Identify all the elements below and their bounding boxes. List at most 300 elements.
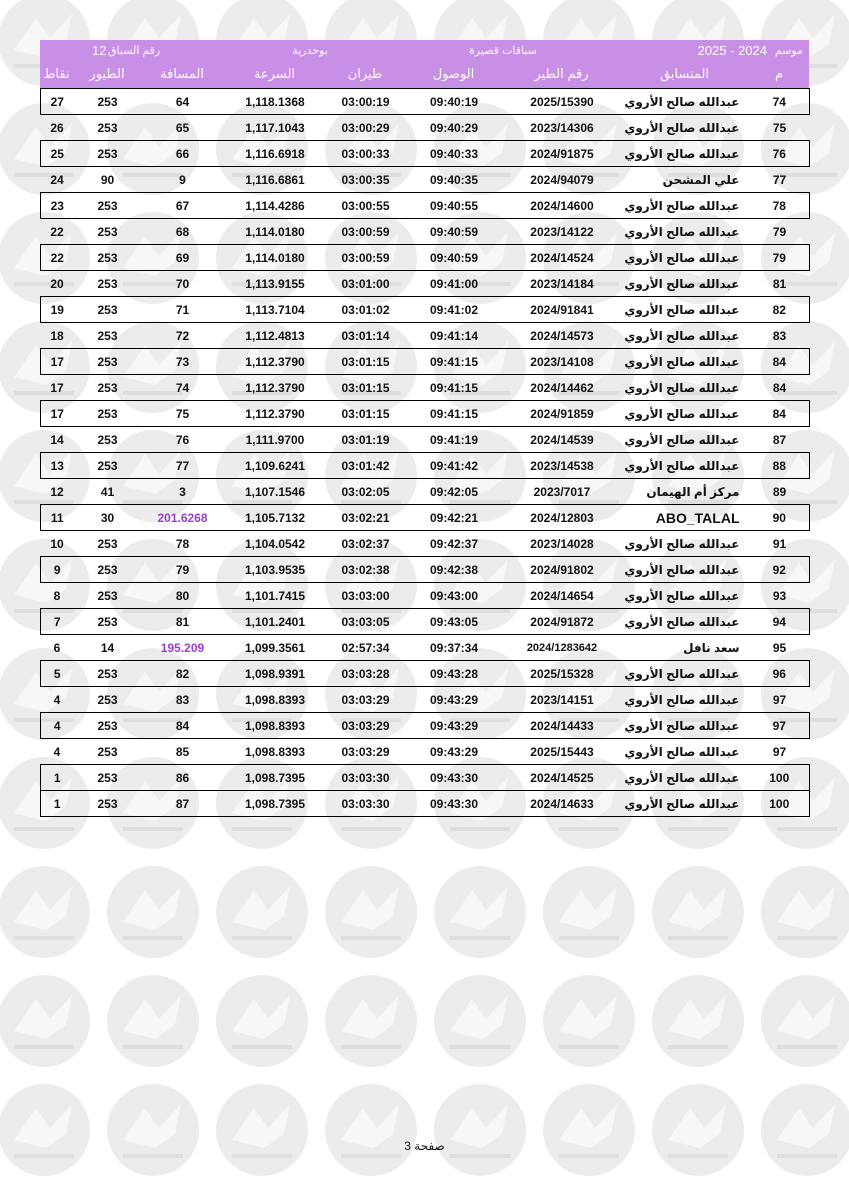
speed-cell: 1,112.3790 bbox=[224, 401, 327, 427]
distance-cell: 86 bbox=[142, 765, 224, 791]
rank-cell: 88 bbox=[750, 453, 810, 479]
competitor-name-cell: عبدالله صالح الأروي bbox=[624, 328, 740, 343]
birds-cell: 253 bbox=[97, 692, 118, 707]
arrival-time-cell: 09:43:29 bbox=[429, 744, 479, 759]
rank-cell: 96 bbox=[750, 661, 810, 687]
birds-cell: 253 bbox=[97, 224, 118, 239]
speed-cell: 1,099.3561 bbox=[244, 640, 306, 655]
table-row bbox=[41, 89, 810, 115]
rank-cell: 97 bbox=[772, 692, 787, 707]
birds-cell: 253 bbox=[97, 432, 118, 447]
distance-cell: 65 bbox=[175, 120, 190, 135]
watermark-logo-icon bbox=[216, 1084, 308, 1176]
distance-cell: 71 bbox=[142, 297, 224, 323]
ring-number-cell: 2024/91875 bbox=[504, 141, 621, 167]
points-cell: 11 bbox=[41, 505, 74, 531]
arrival-time-cell: 09:43:29 bbox=[405, 713, 504, 739]
arrival-time-cell: 09:43:30 bbox=[405, 791, 504, 817]
arrival-time-cell: 09:40:19 bbox=[405, 89, 504, 115]
birds-cell: 253 bbox=[74, 349, 142, 375]
ring-number-cell: 2025/15328 bbox=[504, 661, 621, 687]
table-row bbox=[41, 453, 810, 479]
speed-cell: 1,098.8393 bbox=[224, 713, 327, 739]
ring-number-cell: 2023/14151 bbox=[530, 692, 594, 707]
speed-cell: 1,103.9535 bbox=[224, 557, 327, 583]
distance-cell: 80 bbox=[175, 588, 190, 603]
arrival-time-cell: 09:41:15 bbox=[405, 349, 504, 375]
rank-cell: 92 bbox=[750, 557, 810, 583]
watermark-logo-icon bbox=[107, 975, 199, 1067]
arrival-time-cell: 09:40:35 bbox=[429, 172, 479, 187]
watermark-logo-icon bbox=[0, 1084, 90, 1176]
flight-time-cell: 03:03:05 bbox=[327, 609, 405, 635]
ring-number-cell: 2023/14184 bbox=[530, 276, 594, 291]
birds-cell: 253 bbox=[97, 744, 118, 759]
rank-cell: 100 bbox=[750, 765, 810, 791]
ring-number-cell: 2024/14539 bbox=[530, 432, 594, 447]
ring-number-cell: 2023/14306 bbox=[530, 120, 594, 135]
birds-cell: 253 bbox=[97, 536, 118, 551]
watermark-logo-icon bbox=[761, 1084, 849, 1176]
table-row bbox=[41, 739, 810, 765]
points-cell: 5 bbox=[41, 661, 74, 687]
points-cell: 19 bbox=[41, 297, 74, 323]
points-cell: 27 bbox=[41, 89, 74, 115]
race-number-value: 12 bbox=[92, 43, 107, 58]
watermark-logo-icon bbox=[434, 975, 526, 1067]
flight-time-cell: 03:01:15 bbox=[341, 380, 390, 395]
birds-cell: 253 bbox=[74, 453, 142, 479]
table-row bbox=[41, 635, 810, 661]
birds-cell: 253 bbox=[74, 141, 142, 167]
birds-cell: 90 bbox=[100, 172, 115, 187]
competitor-name-cell: ABO_TALAL bbox=[621, 505, 750, 531]
table-row bbox=[41, 271, 810, 297]
flight-time-cell: 03:00:33 bbox=[327, 141, 405, 167]
distance-cell: 84 bbox=[142, 713, 224, 739]
birds-cell: 253 bbox=[74, 661, 142, 687]
ring-number-cell: 2025/15390 bbox=[504, 89, 621, 115]
watermark-logo-icon bbox=[434, 1084, 526, 1176]
arrival-time-cell: 09:41:02 bbox=[405, 297, 504, 323]
points-cell: 20 bbox=[50, 276, 64, 291]
distance-cell: 195.209 bbox=[160, 640, 205, 655]
ring-number-cell: 2024/14524 bbox=[504, 245, 621, 271]
ring-number-cell: 2025/15443 bbox=[530, 744, 594, 759]
speed-cell: 1,107.1546 bbox=[244, 484, 306, 499]
speed-cell: 1,098.7395 bbox=[224, 791, 327, 817]
table-row bbox=[41, 323, 810, 349]
table-row bbox=[41, 115, 810, 141]
race-location: بوحدرية bbox=[292, 45, 328, 57]
arrival-time-cell: 09:40:55 bbox=[405, 193, 504, 219]
rank-cell: 82 bbox=[750, 297, 810, 323]
speed-cell: 1,098.9391 bbox=[224, 661, 327, 687]
arrival-time-cell: 09:41:15 bbox=[429, 380, 479, 395]
speed-cell: 1,114.0180 bbox=[224, 245, 327, 271]
birds-cell: 253 bbox=[97, 120, 118, 135]
rank-cell: 77 bbox=[772, 172, 787, 187]
distance-cell: 9 bbox=[179, 172, 186, 187]
birds-cell: 253 bbox=[74, 245, 142, 271]
rank-cell: 78 bbox=[750, 193, 810, 219]
rank-cell: 87 bbox=[772, 432, 787, 447]
speed-header: السرعة bbox=[253, 66, 296, 81]
arrival-time-cell: 09:43:30 bbox=[405, 765, 504, 791]
arrival-time-cell: 09:41:15 bbox=[405, 401, 504, 427]
birds-cell: 253 bbox=[74, 713, 142, 739]
distance-cell: 73 bbox=[142, 349, 224, 375]
race-type: سباقات قصيرة bbox=[469, 45, 537, 57]
table-row bbox=[41, 583, 810, 609]
speed-cell: 1,113.9155 bbox=[245, 276, 305, 291]
points-cell: 17 bbox=[41, 349, 74, 375]
arrival-time-cell: 09:43:28 bbox=[405, 661, 504, 687]
competitor-name-cell: سعد نافل bbox=[683, 640, 740, 655]
ring-number-cell: 2024/14525 bbox=[504, 765, 621, 791]
speed-cell: 1,109.6241 bbox=[224, 453, 327, 479]
ring-number-cell: 2024/91859 bbox=[504, 401, 621, 427]
ring-number-cell: 2024/14433 bbox=[504, 713, 621, 739]
rank-cell: 97 bbox=[772, 744, 787, 759]
table-row bbox=[41, 245, 810, 271]
distance-cell: 69 bbox=[142, 245, 224, 271]
competitor-name-cell: عبدالله صالح الأروي bbox=[621, 557, 750, 583]
watermark-logo-icon bbox=[543, 1084, 635, 1176]
distance-cell: 82 bbox=[142, 661, 224, 687]
birds-cell: 253 bbox=[74, 401, 142, 427]
competitor-name-cell: عبدالله صالح الأروي bbox=[621, 609, 750, 635]
rank-cell: 93 bbox=[772, 588, 787, 603]
rank-cell: 81 bbox=[772, 276, 787, 291]
watermark-logo-icon bbox=[434, 866, 526, 958]
points-header: نقاط bbox=[43, 66, 70, 81]
arrival-time-cell: 09:43:05 bbox=[405, 609, 504, 635]
results-sheet bbox=[40, 40, 809, 817]
arrival-time-cell: 09:42:38 bbox=[405, 557, 504, 583]
arrival-time-cell: 09:42:21 bbox=[405, 505, 504, 531]
watermark-logo-icon bbox=[652, 866, 744, 958]
ring-number-cell: 2023/14108 bbox=[504, 349, 621, 375]
distance-cell: 78 bbox=[175, 536, 190, 551]
speed-cell: 1,101.2401 bbox=[224, 609, 327, 635]
watermark-logo-icon bbox=[0, 866, 90, 958]
points-cell: 4 bbox=[53, 692, 61, 707]
speed-cell: 1,112.3790 bbox=[224, 349, 327, 375]
distance-cell: 201.6268 bbox=[142, 505, 224, 531]
column-header-row bbox=[40, 66, 809, 86]
competitor-name-cell: عبدالله صالح الأروي bbox=[624, 224, 740, 239]
birds-cell: 253 bbox=[74, 193, 142, 219]
birds-cell: 253 bbox=[97, 588, 118, 603]
points-cell: 6 bbox=[53, 640, 61, 655]
table-row bbox=[41, 349, 810, 375]
flight-time-cell: 03:01:00 bbox=[341, 276, 390, 291]
distance-cell: 66 bbox=[142, 141, 224, 167]
competitor-name-cell: عبدالله صالح الأروي bbox=[624, 692, 740, 707]
speed-cell: 1,113.7104 bbox=[224, 297, 327, 323]
competitor-name-cell: عبدالله صالح الأروي bbox=[621, 791, 750, 817]
watermark-logo-icon bbox=[216, 975, 308, 1067]
birds-header: الطيور bbox=[89, 66, 125, 81]
table-row bbox=[41, 765, 810, 791]
distance-header: المسافة bbox=[160, 66, 204, 81]
ring-number-cell: 2024/91872 bbox=[504, 609, 621, 635]
birds-cell: 253 bbox=[74, 791, 142, 817]
flight-time-cell: 02:57:34 bbox=[341, 640, 390, 655]
competitor-name-cell: عبدالله صالح الأروي bbox=[624, 276, 740, 291]
distance-cell: 3 bbox=[179, 484, 186, 499]
table-row bbox=[41, 531, 810, 557]
distance-cell: 87 bbox=[142, 791, 224, 817]
arrival-time-cell: 09:43:29 bbox=[429, 692, 479, 707]
competitor-name-cell: عبدالله صالح الأروي bbox=[621, 193, 750, 219]
watermark-logo-icon bbox=[0, 975, 90, 1067]
competitor-name-cell: عبدالله صالح الأروي bbox=[624, 432, 740, 447]
rank-cell: 97 bbox=[750, 713, 810, 739]
table-row bbox=[41, 427, 810, 453]
table-row bbox=[41, 167, 810, 193]
competitor-name-cell: عبدالله صالح الأروي bbox=[624, 744, 740, 759]
speed-cell: 1,118.1368 bbox=[224, 89, 327, 115]
points-cell: 12 bbox=[50, 484, 64, 499]
speed-cell: 1,114.4286 bbox=[224, 193, 327, 219]
competitor-header: المتسابق bbox=[659, 66, 710, 81]
speed-cell: 1,112.4813 bbox=[245, 328, 305, 343]
season-value: 2025 - 2024 bbox=[697, 43, 767, 58]
ring-number-cell: 2024/12803 bbox=[504, 505, 621, 531]
watermark-logo-icon bbox=[761, 866, 849, 958]
arrival-time-cell: 09:40:29 bbox=[429, 120, 479, 135]
competitor-name-cell: عبدالله صالح الأروي bbox=[621, 297, 750, 323]
table-row bbox=[41, 297, 810, 323]
arrival-time-cell: 09:42:05 bbox=[429, 484, 479, 499]
ring-number-cell: 2024/14654 bbox=[530, 588, 594, 603]
table-row bbox=[41, 791, 810, 817]
table-row bbox=[41, 479, 810, 505]
speed-cell: 1,117.1043 bbox=[245, 120, 305, 135]
rank-cell: 75 bbox=[772, 120, 787, 135]
watermark-logo-icon bbox=[325, 866, 417, 958]
watermark-logo-icon bbox=[543, 975, 635, 1067]
flight-time-cell: 03:03:29 bbox=[341, 744, 390, 759]
table-row bbox=[41, 219, 810, 245]
competitor-name-cell: عبدالله صالح الأروي bbox=[621, 245, 750, 271]
rank-cell: 84 bbox=[750, 401, 810, 427]
ring-number-cell: 2024/1283642 bbox=[526, 641, 598, 654]
competitor-name-cell: عبدالله صالح الأروي bbox=[624, 588, 740, 603]
arrival-time-cell: 09:41:42 bbox=[405, 453, 504, 479]
header-info-row bbox=[40, 44, 809, 60]
rank-cell: 90 bbox=[750, 505, 810, 531]
flight-time-cell: 03:01:14 bbox=[341, 328, 390, 343]
table-row bbox=[41, 557, 810, 583]
speed-cell: 1,098.7395 bbox=[224, 765, 327, 791]
watermark-logo-icon bbox=[761, 975, 849, 1067]
competitor-name-cell: عبدالله صالح الأروي bbox=[621, 89, 750, 115]
ring-number-cell: 2023/7017 bbox=[533, 484, 591, 499]
flight-time-cell: 03:03:28 bbox=[327, 661, 405, 687]
distance-cell: 72 bbox=[175, 328, 190, 343]
ring-number-cell: 2024/91841 bbox=[504, 297, 621, 323]
table-row bbox=[41, 375, 810, 401]
speed-cell: 1,098.8393 bbox=[244, 692, 306, 707]
watermark-logo-icon bbox=[652, 1084, 744, 1176]
rank-cell: 76 bbox=[750, 141, 810, 167]
distance-cell: 70 bbox=[175, 276, 190, 291]
arrival-time-cell: 09:40:59 bbox=[405, 245, 504, 271]
ring-number-cell: 2023/14538 bbox=[504, 453, 621, 479]
table-row bbox=[41, 713, 810, 739]
ring-number-cell: 2024/14462 bbox=[530, 380, 594, 395]
points-cell: 24 bbox=[50, 172, 64, 187]
rank-cell: 94 bbox=[750, 609, 810, 635]
points-cell: 1 bbox=[41, 765, 74, 791]
points-cell: 7 bbox=[41, 609, 74, 635]
rank-cell: 100 bbox=[750, 791, 810, 817]
birds-cell: 41 bbox=[100, 484, 115, 499]
points-cell: 4 bbox=[41, 713, 74, 739]
flight-time-cell: 03:00:35 bbox=[341, 172, 390, 187]
rank-cell: 79 bbox=[772, 224, 787, 239]
competitor-name-cell: عبدالله صالح الأروي bbox=[621, 141, 750, 167]
points-cell: 18 bbox=[50, 328, 64, 343]
distance-cell: 81 bbox=[142, 609, 224, 635]
table-row bbox=[41, 687, 810, 713]
flight-time-cell: 03:00:55 bbox=[327, 193, 405, 219]
flight-time-cell: 03:02:38 bbox=[327, 557, 405, 583]
table-row bbox=[41, 609, 810, 635]
points-cell: 13 bbox=[41, 453, 74, 479]
points-cell: 22 bbox=[50, 224, 64, 239]
points-cell: 22 bbox=[41, 245, 74, 271]
points-cell: 17 bbox=[50, 380, 64, 395]
distance-cell: 76 bbox=[175, 432, 190, 447]
watermark-logo-icon bbox=[543, 866, 635, 958]
ring-number-cell: 2023/14028 bbox=[530, 536, 594, 551]
rank-cell: 89 bbox=[772, 484, 787, 499]
distance-cell: 68 bbox=[175, 224, 190, 239]
flight-time-cell: 03:03:30 bbox=[327, 791, 405, 817]
flight-time-cell: 03:01:42 bbox=[327, 453, 405, 479]
rank-header: م bbox=[774, 66, 784, 81]
points-cell: 4 bbox=[53, 744, 61, 759]
distance-cell: 85 bbox=[175, 744, 190, 759]
ring-header: رقم الطير bbox=[534, 66, 589, 81]
watermark-logo-icon bbox=[652, 975, 744, 1067]
flight-time-cell: 03:02:05 bbox=[341, 484, 390, 499]
competitor-name-cell: عبدالله صالح الأروي bbox=[621, 401, 750, 427]
competitor-name-cell: عبدالله صالح الأروي bbox=[621, 713, 750, 739]
rank-cell: 79 bbox=[750, 245, 810, 271]
flight-header: طيران bbox=[347, 66, 383, 81]
points-cell: 25 bbox=[41, 141, 74, 167]
watermark-logo-icon bbox=[325, 975, 417, 1067]
rank-cell: 84 bbox=[750, 349, 810, 375]
watermark-logo-icon bbox=[107, 866, 199, 958]
season-label: موسم bbox=[774, 45, 803, 57]
competitor-name-cell: عبدالله صالح الأروي bbox=[621, 453, 750, 479]
arrival-time-cell: 09:40:33 bbox=[405, 141, 504, 167]
flight-time-cell: 03:00:59 bbox=[341, 224, 390, 239]
arrival-time-cell: 09:37:34 bbox=[429, 640, 479, 655]
flight-time-cell: 03:01:19 bbox=[341, 432, 390, 447]
flight-time-cell: 03:02:21 bbox=[327, 505, 405, 531]
birds-cell: 253 bbox=[74, 557, 142, 583]
arrival-header: الوصول bbox=[432, 66, 475, 81]
birds-cell: 253 bbox=[97, 328, 118, 343]
results-table bbox=[40, 88, 810, 817]
speed-cell: 1,104.0542 bbox=[244, 536, 306, 551]
table-row bbox=[41, 141, 810, 167]
points-cell: 1 bbox=[41, 791, 74, 817]
birds-cell: 30 bbox=[74, 505, 142, 531]
speed-cell: 1,114.0180 bbox=[245, 224, 305, 239]
points-cell: 26 bbox=[50, 120, 64, 135]
arrival-time-cell: 09:41:14 bbox=[429, 328, 479, 343]
flight-time-cell: 03:00:19 bbox=[327, 89, 405, 115]
flight-time-cell: 03:03:30 bbox=[327, 765, 405, 791]
points-cell: 9 bbox=[41, 557, 74, 583]
flight-time-cell: 03:02:37 bbox=[341, 536, 390, 551]
competitor-name-cell: عبدالله صالح الأروي bbox=[621, 349, 750, 375]
arrival-time-cell: 09:41:19 bbox=[429, 432, 479, 447]
table-row bbox=[41, 193, 810, 219]
flight-time-cell: 03:03:29 bbox=[341, 692, 390, 707]
competitor-name-cell: علي المشحن bbox=[662, 172, 740, 187]
competitor-name-cell: عبدالله صالح الأروي bbox=[621, 661, 750, 687]
birds-cell: 253 bbox=[74, 297, 142, 323]
competitor-name-cell: مركز أم الهيمان bbox=[646, 484, 740, 499]
table-row bbox=[41, 661, 810, 687]
page-number: صفحة 3 bbox=[404, 1139, 445, 1153]
watermark-logo-icon bbox=[325, 1084, 417, 1176]
flight-time-cell: 03:00:59 bbox=[327, 245, 405, 271]
competitor-name-cell: عبدالله صالح الأروي bbox=[624, 120, 740, 135]
competitor-name-cell: عبدالله صالح الأروي bbox=[621, 765, 750, 791]
distance-cell: 74 bbox=[175, 380, 190, 395]
ring-number-cell: 2024/14600 bbox=[504, 193, 621, 219]
rank-cell: 91 bbox=[772, 536, 787, 551]
distance-cell: 64 bbox=[142, 89, 224, 115]
flight-time-cell: 03:01:15 bbox=[327, 349, 405, 375]
points-cell: 23 bbox=[41, 193, 74, 219]
ring-number-cell: 2024/14573 bbox=[530, 328, 594, 343]
watermark-logo-icon bbox=[216, 866, 308, 958]
flight-time-cell: 03:01:15 bbox=[327, 401, 405, 427]
rank-cell: 83 bbox=[772, 328, 787, 343]
birds-cell: 253 bbox=[74, 609, 142, 635]
speed-cell: 1,105.7132 bbox=[224, 505, 327, 531]
flight-time-cell: 03:00:29 bbox=[341, 120, 390, 135]
speed-cell: 1,098.8393 bbox=[244, 744, 306, 759]
speed-cell: 1,101.7415 bbox=[244, 588, 306, 603]
distance-cell: 75 bbox=[142, 401, 224, 427]
points-cell: 10 bbox=[50, 536, 64, 551]
birds-cell: 253 bbox=[74, 765, 142, 791]
table-row bbox=[41, 505, 810, 531]
watermark-logo-icon bbox=[107, 1084, 199, 1176]
ring-number-cell: 2024/14633 bbox=[504, 791, 621, 817]
distance-cell: 83 bbox=[175, 692, 190, 707]
speed-cell: 1,116.6861 bbox=[245, 172, 305, 187]
flight-time-cell: 03:01:02 bbox=[327, 297, 405, 323]
birds-cell: 253 bbox=[74, 89, 142, 115]
arrival-time-cell: 09:43:00 bbox=[429, 588, 479, 603]
ring-number-cell: 2024/91802 bbox=[504, 557, 621, 583]
distance-cell: 77 bbox=[142, 453, 224, 479]
points-cell: 8 bbox=[53, 588, 61, 603]
